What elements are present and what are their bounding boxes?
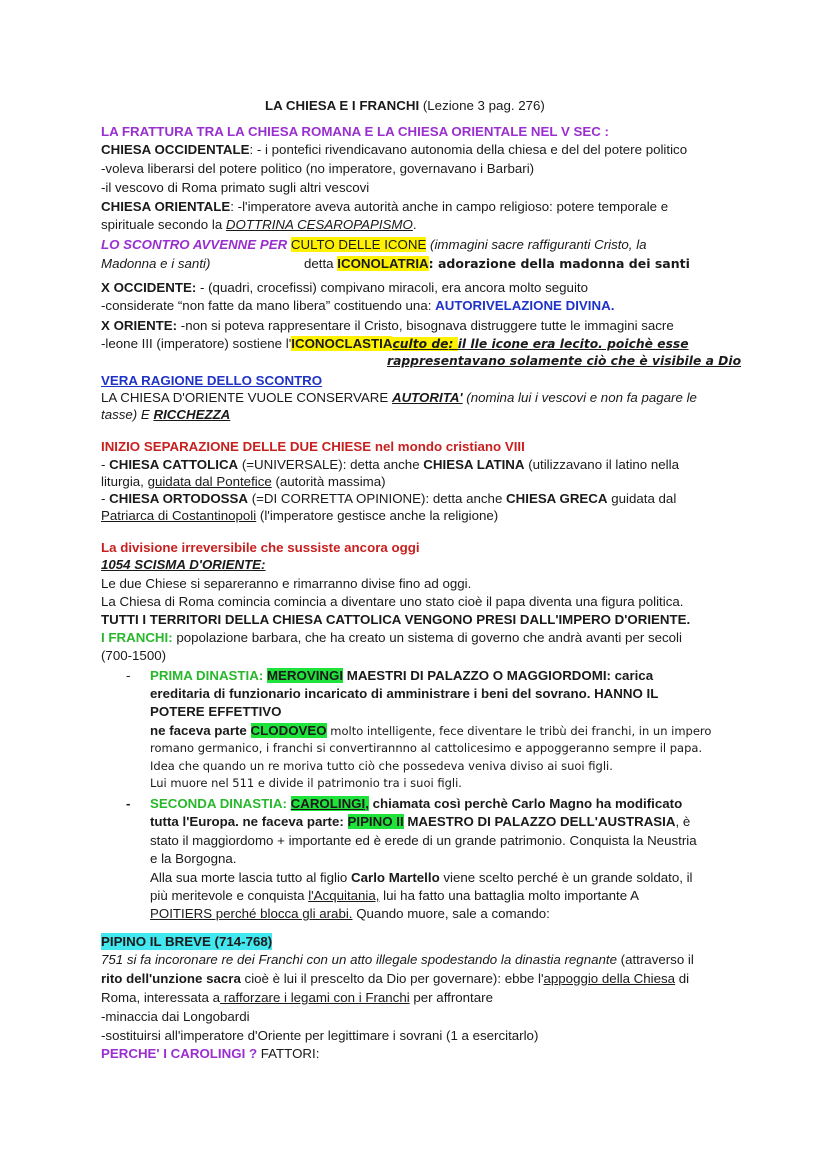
fattori-label: FATTORI:: [257, 1046, 320, 1061]
pipino-line-1: [101, 951, 694, 968]
pipino-line-3: [101, 989, 493, 1006]
franchi-text: popolazione barbara, che ha creato un sistema di governo che andrà avanti per secoli: [172, 630, 682, 645]
clodoveo-note-3: Idea che quando un re moriva tutto ciò che possedeva veniva diviso ai suoi figli.: [150, 759, 613, 773]
scisma-heading: 1054 SCISMA D'ORIENTE:: [101, 557, 266, 572]
orientale-label: CHIESA ORIENTALE: [101, 199, 231, 214]
pipino-line-5: -sostituirsi all'imperatore d'Oriente per legittimare i sovrani (1 a esercitarlo): [101, 1028, 539, 1043]
leone-text: -leone III (imperatore) sostiene l': [101, 336, 292, 351]
seconda-text-6a: più meritevole e conquista: [150, 888, 309, 903]
parte-label: ne faceva parte: [150, 723, 251, 738]
perche-line: [101, 1045, 319, 1062]
autorivelazione-divina: AUTORIVELAZIONE DIVINA.: [435, 298, 615, 313]
x-occidente-line: [101, 279, 588, 296]
guidata-pontefice: guidata dal Pontefice: [147, 474, 272, 489]
prima-line-3: POTERE EFFETTIVO: [150, 704, 282, 719]
carolingi-highlight: CAROLINGI,: [290, 796, 369, 811]
culto-de-note: culto de: [392, 337, 449, 351]
cattolica-dash: -: [101, 457, 110, 472]
maestro-austrasia: MAESTRO DI PALAZZO DELL'AUSTRASIA: [403, 814, 676, 829]
pipino-breve-heading: PIPINO IL BREVE (714-768): [101, 934, 273, 949]
chiesa-latina: CHIESA LATINA: [423, 457, 525, 472]
x-occidente-line-2: [101, 297, 614, 314]
pipino-text-3c: per affrontare: [409, 990, 493, 1005]
scontro-line-2: Madonna e i santi): [101, 256, 211, 271]
rafforzare-legami: rafforzare i legami con i Franchi: [220, 990, 410, 1005]
title-ref: (Lezione 3 pag. 276): [422, 98, 545, 113]
pipino-line-4: -minaccia dai Longobardi: [101, 1009, 250, 1024]
occidentale-label: CHIESA OCCIDENTALE: [101, 142, 250, 157]
pipino-text-1a: 751 si fa incoronare re dei Franchi con un atto illegale spodestando la dinastia regnante: [101, 952, 617, 967]
inizio-heading: INIZIO SEPARAZIONE DELLE DUE CHIESE nel mondo cristiano VIII: [101, 439, 525, 454]
seconda-line-4: e la Borgogna.: [150, 851, 237, 866]
seconda-line: [150, 795, 682, 812]
divisione-heading: La divisione irreversibile che sussiste ancora oggi: [101, 540, 420, 555]
imperatore-religione: (l'imperatore gestisce anche la religione): [256, 508, 499, 523]
divisione-line-1: Le due Chiese si separeranno e rimarranno divise fino ad oggi.: [101, 576, 472, 591]
seconda-bullet: -: [126, 796, 131, 811]
seconda-text-5a: Alla sua morte lascia tutto al figlio: [150, 870, 352, 885]
seconda-line-3: stato il maggiordomo + importante ed è erede di un grande patrimonio. Conquista la Neustria: [150, 833, 697, 848]
pipino-text-2d: di: [675, 971, 690, 986]
vera-ragione-line-2: [101, 406, 230, 423]
x-occidente-text-2: -considerate “non fatte da mano libera” costituendo una:: [101, 298, 436, 313]
seconda-label: SECONDA DINASTIA:: [150, 796, 291, 811]
acquitania: l'Acquitania,: [308, 888, 380, 903]
clodoveo-note-4: Lui muore nel 511 e divide il patrimonio tra i suoi figli.: [150, 776, 462, 790]
x-oriente-line: [101, 317, 674, 334]
clodoveo-note-1: molto intelligente, fece diventare le tribù dei franchi, in un impero: [326, 724, 712, 738]
orientale-text: : -l'imperatore aveva autorità anche in campo religioso: potere temporale e: [230, 199, 669, 214]
occidentale-line: [101, 141, 687, 158]
orientale-line-2: [101, 216, 417, 233]
franchi-label: I FRANCHI:: [101, 630, 173, 645]
liturgia-text: liturgia,: [101, 474, 148, 489]
occidentale-text: : - i pontefici rivendicavano autonomia della chiesa e del del potere politico: [249, 142, 688, 157]
prima-bullet: -: [126, 668, 131, 683]
occidentale-line-2: -voleva liberarsi del potere politico (no imperatore, governavano i Barbari): [101, 161, 535, 176]
seconda-line-2: [150, 813, 690, 830]
ortodossa-note: guidata dal: [607, 491, 677, 506]
carlo-martello: Carlo Martello: [351, 870, 440, 885]
seconda-text-2: tutta l'Europa. ne faceva parte:: [150, 814, 348, 829]
iconoclastia-highlight: ICONOCLASTIA: [291, 336, 393, 351]
pipino-text-2b: cioè è lui il prescelto da Dio per governare): ebbe l': [240, 971, 544, 986]
chiesa-cattolica: CHIESA CATTOLICA: [109, 457, 239, 472]
cattolica-line: [101, 456, 679, 473]
seconda-line-5: [150, 869, 693, 886]
x-oriente-text: -non si poteva rappresentare il Cristo, bisognava distruggere tutte le immagini sacre: [177, 318, 674, 333]
ricchezza-word: RICCHEZZA: [153, 407, 231, 422]
poitiers: POITIERS perché blocca gli arabi.: [150, 906, 353, 921]
cattolica-text: (=UNIVERSALE): detta anche: [238, 457, 424, 472]
clodoveo-note-2: romano germanico, i franchi si convertirannno al cattolicesimo e appoggeranno sempre il papa.: [150, 741, 703, 755]
vera-note: (nomina lui i vescovi e non fa pagare le: [462, 390, 697, 405]
occidentale-line-3: -il vescovo di Roma primato sugli altri vescovi: [101, 180, 370, 195]
cattolica-note: (utilizzavano il latino nella: [524, 457, 679, 472]
scontro-note: (immagini sacre raffiguranti Cristo, la: [426, 237, 647, 252]
ortodossa-line-2: [101, 507, 498, 524]
x-occidente-label: X OCCIDENTE:: [101, 280, 197, 295]
autorita-massima: (autorità massima): [271, 474, 386, 489]
franchi-line-2: (700-1500): [101, 648, 167, 663]
divisione-line-2: La Chiesa di Roma comincia comincia a diventare uno stato cioè il papa diventa una figura politica.: [101, 594, 684, 609]
pipino-text-3a: Roma, interessata a: [101, 990, 220, 1005]
frattura-heading: LA FRATTURA TRA LA CHIESA ROMANA E LA CHIESA ORIENTALE NEL V SEC :: [101, 124, 609, 139]
autorita-word: AUTORITA': [391, 390, 463, 405]
prima-line-2: ereditaria di funzionario incaricato di amministrare i beni del sovrano. HANNO IL: [150, 686, 659, 701]
vera-ragione-heading: VERA RAGIONE DELLO SCONTRO: [101, 373, 323, 388]
ortodossa-text: (=DI CORRETTA OPINIONE): detta anche: [248, 491, 507, 506]
rito-unzione: rito dell'unzione sacra: [101, 971, 241, 986]
seconda-text-7b: Quando muore, sale a comando:: [352, 906, 550, 921]
vera-text: LA CHIESA D'ORIENTE VUOLE CONSERVARE: [101, 390, 392, 405]
cattolica-line-2: [101, 473, 386, 490]
prima-text-1: MAESTRI DI PALAZZO O MAGGIORDOMI: carica: [343, 668, 654, 683]
x-occidente-text: - (quadri, crocefissi) compivano miracoli, era ancora molto seguito: [196, 280, 588, 295]
dottrina-cesaropapismo: DOTTRINA CESAROPAPISMO: [225, 217, 413, 232]
page-title: [265, 97, 545, 114]
seconda-text-1: chiamata così perchè Carlo Magno ha modificato: [368, 796, 683, 811]
orientale-period: .: [412, 217, 417, 232]
iconolatria-note: : adorazione della madonna dei santi: [428, 256, 690, 271]
tasse-text: tasse) E: [101, 407, 154, 422]
patriarca-costantinopoli: Patriarca di Costantinopoli: [101, 508, 257, 523]
franchi-line: [101, 629, 682, 646]
culto-icone-highlight: CULTO DELLE ICONE: [290, 237, 427, 252]
clodoveo-line: [150, 722, 711, 740]
colon-note: :: [448, 337, 458, 351]
chiesa-greca: CHIESA GRECA: [506, 491, 608, 506]
title-main: LA CHIESA E I FRANCHI: [265, 98, 420, 113]
iconolatria-line: [304, 255, 690, 272]
seconda-line-6: [150, 887, 639, 904]
merovingi-highlight: MEROVINGI: [266, 668, 344, 683]
divisione-line-3: TUTTI I TERRITORI DELLA CHIESA CATTOLICA VENGONO PRESI DALL'IMPERO D'ORIENTE.: [101, 612, 691, 627]
scontro-label: LO SCONTRO AVVENNE PER: [101, 237, 291, 252]
pipino-ii-highlight: PIPINO II: [347, 814, 404, 829]
seconda-text-5c: viene scelto perché è un grande soldato, il: [439, 870, 693, 885]
perche-carolingi: PERCHE' I CAROLINGI ?: [101, 1046, 258, 1061]
prima-label: PRIMA DINASTIA:: [150, 668, 267, 683]
ortodossa-line: [101, 490, 676, 507]
x-oriente-label: X ORIENTE:: [101, 318, 178, 333]
seconda-line-7: [150, 905, 550, 922]
seconda-text-2c: , è: [675, 814, 691, 829]
pipino-text-1b: (attraverso il: [616, 952, 694, 967]
prima-line: [150, 667, 653, 684]
iconolatria-prefix: detta: [304, 256, 338, 271]
scontro-line: [101, 236, 647, 253]
orientale-line: [101, 198, 668, 215]
chiesa-ortodossa: CHIESA ORTODOSSA: [109, 491, 249, 506]
appoggio-chiesa: appoggio della Chiesa: [543, 971, 676, 986]
ortodossa-dash: -: [101, 491, 110, 506]
iconolatria-highlight: ICONOLATRIA: [337, 256, 429, 271]
icone-lecito-note: il lle icone era lecito. poichè esse: [457, 337, 689, 351]
vera-ragione-line: [101, 389, 697, 406]
orientale-text-2: spirituale secondo la: [101, 217, 226, 232]
pipino-line-2: [101, 970, 689, 987]
visibile-dio-note: rappresentavano solamente ciò che è visibile a Dio: [387, 354, 742, 368]
seconda-text-6c: lui ha fatto una battaglia molto importante A: [379, 888, 639, 903]
x-oriente-line-2: [101, 335, 689, 353]
clodoveo-highlight: CLODOVEO: [250, 723, 327, 738]
